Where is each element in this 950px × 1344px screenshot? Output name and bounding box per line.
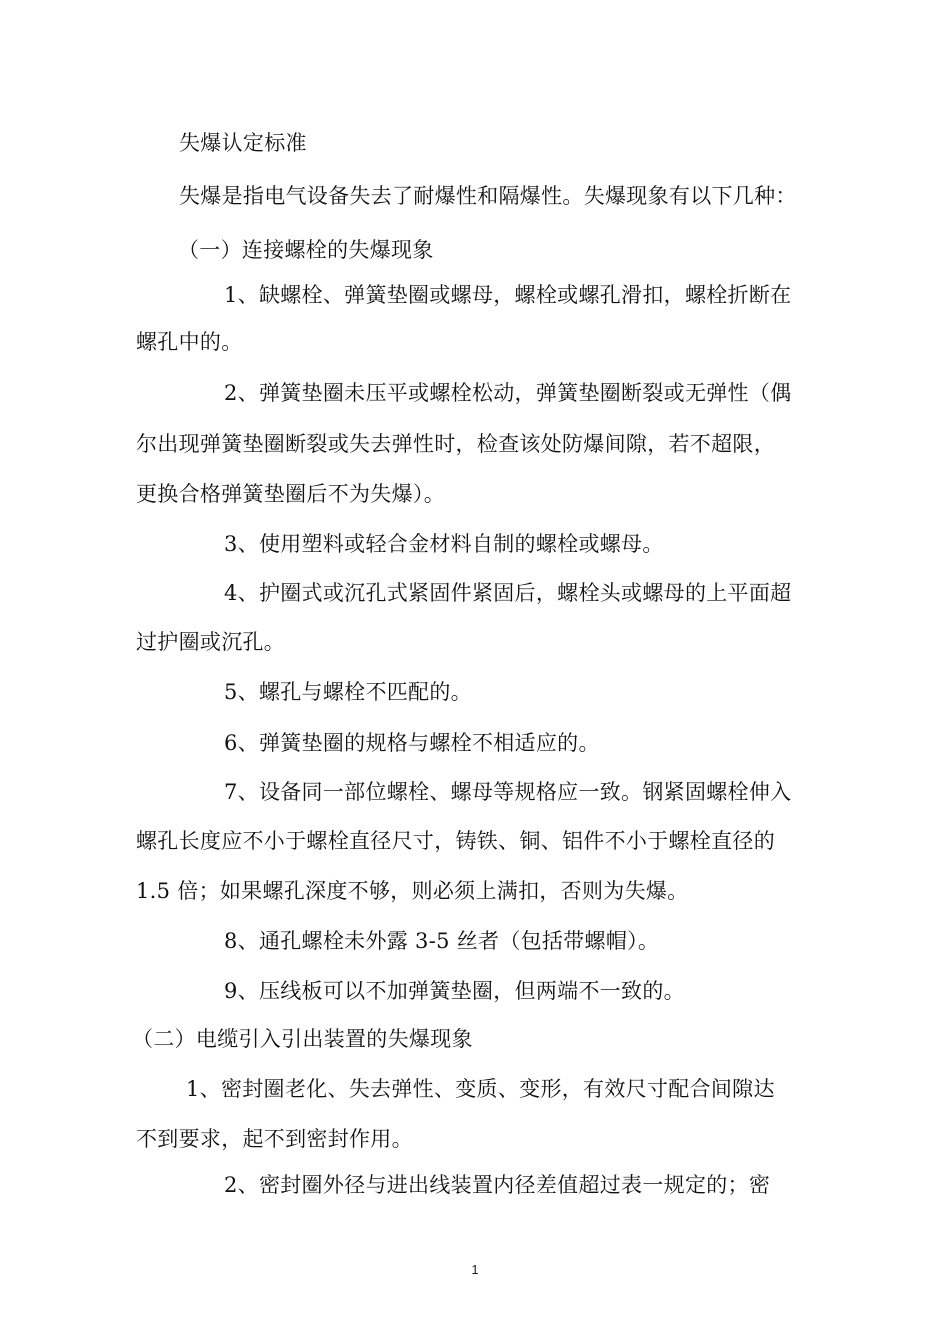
bolt-item-6: 6、弹簧垫圈的规格与螺栓不相适应的。 [224,731,600,755]
cable-item-1-line-2: 不到要求，起不到密封作用。 [136,1127,413,1151]
cable-item-2-line-1: 2、密封圈外径与进出线装置内径差值超过表一规定的；密 [224,1173,771,1197]
section-heading-cables: （二）电缆引入引出装置的失爆现象 [132,1027,473,1051]
bolt-item-3: 3、使用塑料或轻合金材料自制的螺栓或螺母。 [224,532,664,556]
bolt-item-8: 8、通孔螺栓未外露 3-5 丝者（包括带螺帽）。 [224,929,660,953]
bolt-item-2-line-2: 尔出现弹簧垫圈断裂或失去弹性时，检查该处防爆间隙，若不超限， [136,432,775,456]
bolt-item-7-line-3: 1.5 倍；如果螺孔深度不够，则必须上满扣，否则为失爆。 [136,879,689,903]
bolt-item-4-line-1: 4、护圈式或沉孔式紧固件紧固后，螺栓头或螺母的上平面超 [224,581,792,605]
bolt-item-7-line-2: 螺孔长度应不小于螺栓直径尺寸，铸铁、铜、铝件不小于螺栓直径的 [136,829,775,853]
bolt-item-1-line-2: 螺孔中的。 [136,330,243,354]
bolt-item-2-line-3: 更换合格弹簧垫圈后不为失爆）。 [136,482,445,506]
intro-paragraph: 失爆是指电气设备失去了耐爆性和隔爆性。失爆现象有以下几种： [179,184,797,208]
page-number: 1 [471,1262,479,1277]
bolt-item-9: 9、压线板可以不加弹簧垫圈，但两端不一致的。 [224,979,685,1003]
section-heading-bolts: （一）连接螺栓的失爆现象 [178,238,434,262]
bolt-item-4-line-2: 过护圈或沉孔。 [136,630,286,654]
bolt-item-7-line-1: 7、设备同一部位螺栓、螺母等规格应一致。钢紧固螺栓伸入 [224,780,792,804]
bolt-item-2-line-1: 2、弹簧垫圈未压平或螺栓松动，弹簧垫圈断裂或无弹性（偶 [224,381,792,405]
document-title: 失爆认定标准 [179,131,307,155]
cable-item-1-line-1: 1、密封圈老化、失去弹性、变质、变形，有效尺寸配合间隙达 [186,1077,775,1101]
bolt-item-5: 5、螺孔与螺栓不匹配的。 [224,680,472,704]
bolt-item-1-line-1: 1、缺螺栓、弹簧垫圈或螺母，螺栓或螺孔滑扣，螺栓折断在 [224,283,792,307]
